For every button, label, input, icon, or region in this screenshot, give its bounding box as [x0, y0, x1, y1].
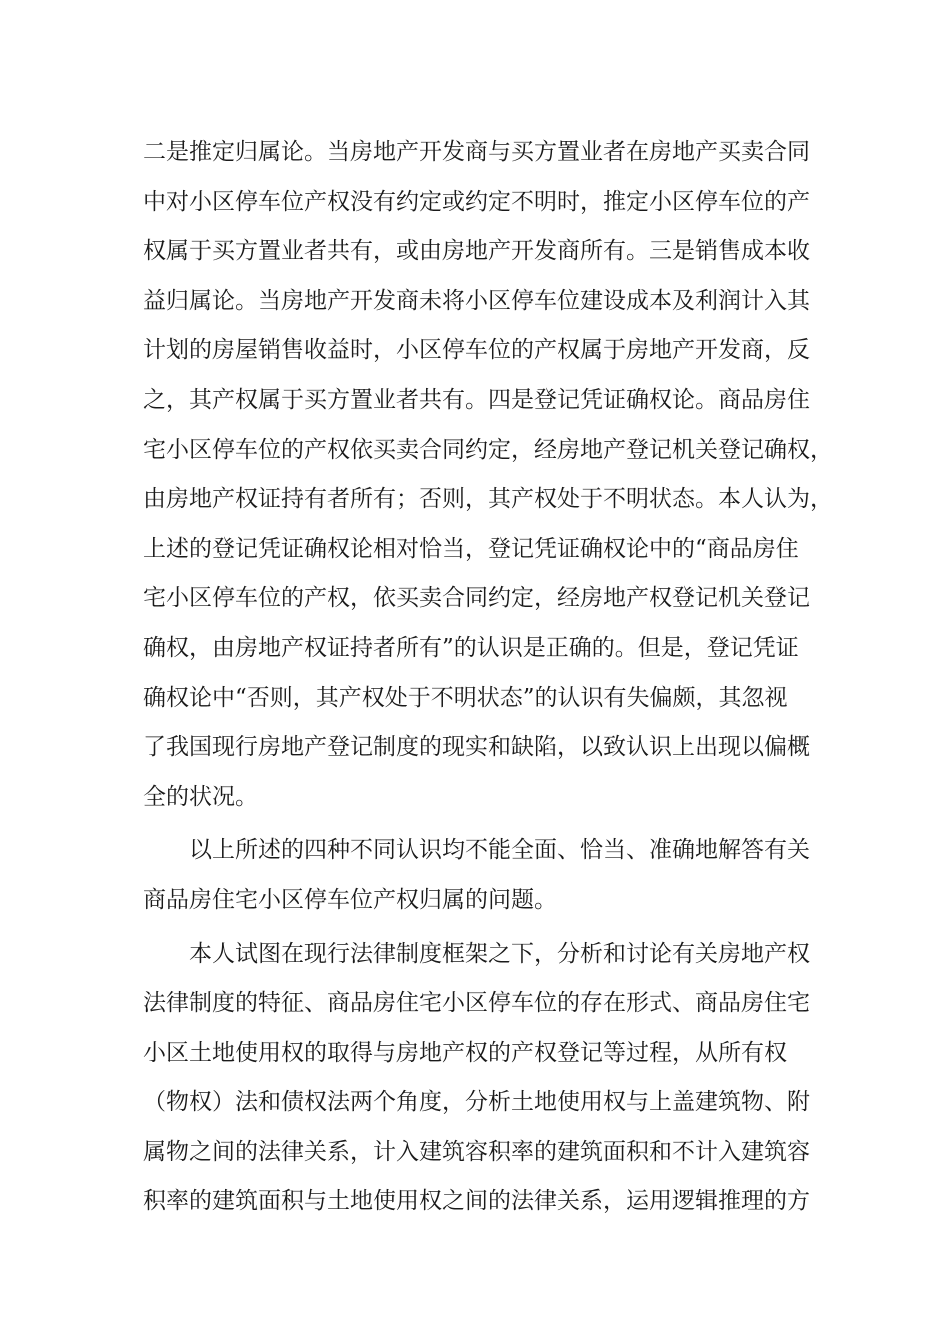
- text-line: 益归属论。当房地产开发商未将小区停车位建设成本及利润计入其: [143, 287, 810, 314]
- text-line: 商品房住宅小区停车位产权归属的问题。: [143, 886, 557, 913]
- document-body: [143, 128, 833, 1227]
- text-line: 以上所述的四种不同认识均不能全面、恰当、准确地解答有关: [189, 837, 810, 864]
- text-line: 中对小区停车位产权没有约定或约定不明时，推定小区停车位的产: [143, 188, 810, 215]
- text-line: 了我国现行房地产登记制度的现实和缺陷，以致认识上出现以偏概: [143, 734, 810, 761]
- text-line: （物权）法和债权法两个角度，分析土地使用权与上盖建筑物、附: [143, 1089, 810, 1116]
- text-line: 法律制度的特征、商品房住宅小区停车位的存在形式、商品房住宅: [143, 990, 810, 1017]
- text-line: 宅小区停车位的产权，依买卖合同约定，经房地产权登记机关登记: [143, 585, 810, 612]
- text-line: 确权论中“否则，其产权处于不明状态”的认识有失偏颇，其忽视: [143, 684, 788, 711]
- text-line: 上述的登记凭证确权论相对恰当，登记凭证确权论中的“商品房住: [143, 535, 799, 562]
- text-line: 属物之间的法律关系，计入建筑容积率的建筑面积和不计入建筑容: [143, 1138, 810, 1165]
- text-line: 积率的建筑面积与土地使用权之间的法律关系，运用逻辑推理的方: [143, 1188, 810, 1215]
- text-line: 确权，由房地产权证持者所有”的认识是正确的。但是，登记凭证: [143, 634, 799, 661]
- text-line: 小区土地使用权的取得与房地产权的产权登记等过程，从所有权: [143, 1039, 787, 1066]
- paragraph-2: [143, 826, 833, 925]
- text-line: 由房地产权证持有者所有；否则，其产权处于不明状态。本人认为，: [143, 486, 833, 513]
- text-line: 全的状况。: [143, 783, 258, 810]
- paragraph-3: [143, 930, 833, 1228]
- text-line: 宅小区停车位的产权依买卖合同约定，经房地产登记机关登记确权，: [143, 436, 833, 463]
- text-line: 计划的房屋销售收益时，小区停车位的产权属于房地产开发商，反: [143, 337, 810, 364]
- text-line: 本人试图在现行法律制度框架之下，分析和讨论有关房地产权: [189, 940, 810, 967]
- text-line: 权属于买方置业者共有，或由房地产开发商所有。三是销售成本收: [143, 238, 810, 265]
- text-line: 二是推定归属论。当房地产开发商与买方置业者在房地产买卖合同: [143, 139, 810, 165]
- text-line: 之，其产权属于买方置业者共有。四是登记凭证确权论。商品房住: [143, 386, 810, 413]
- paragraph-1: [143, 128, 833, 822]
